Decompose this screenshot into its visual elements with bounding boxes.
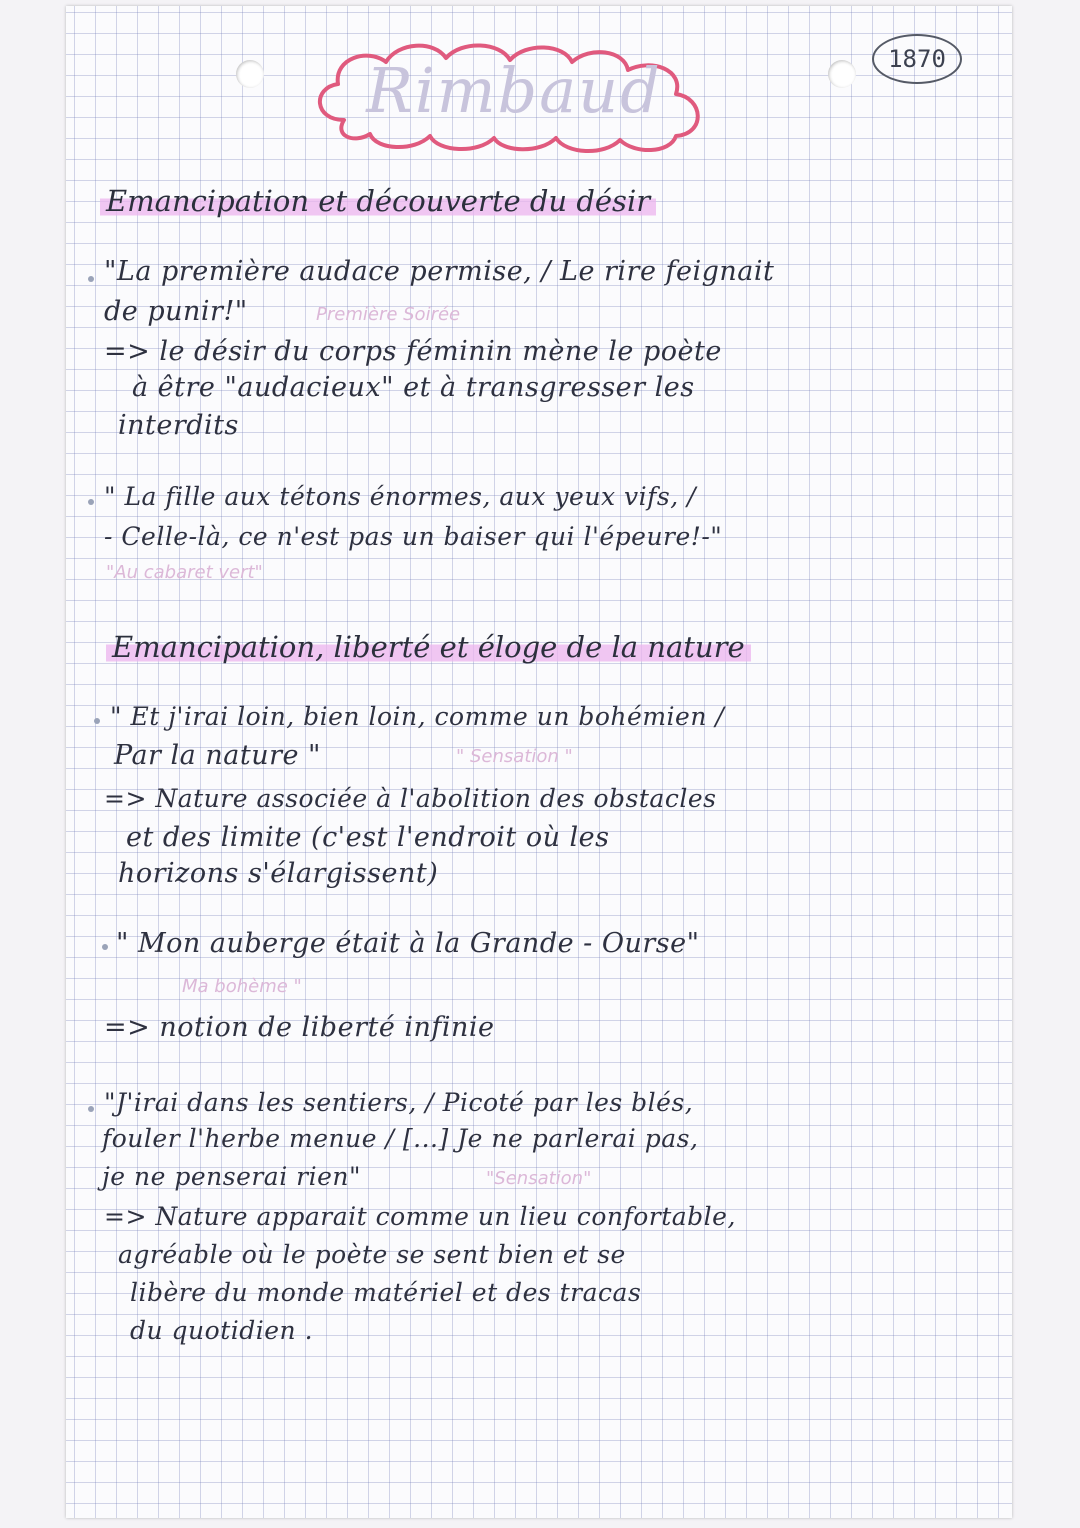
binder-hole-right <box>828 60 856 88</box>
quote-line: " Mon auberge était à la Grande - Ourse" <box>116 928 700 959</box>
year-badge: 1870 <box>872 34 962 84</box>
analysis-line: à être "audacieux" et à transgresser les <box>132 372 695 403</box>
analysis-line: libère du monde matériel et des tracas <box>130 1278 642 1307</box>
analysis-line: agréable où le poète se sent bien et se <box>118 1240 626 1269</box>
poem-reference: "Au cabaret vert" <box>106 562 263 583</box>
analysis-line: => le désir du corps féminin mène le poète <box>104 336 722 367</box>
quote-line: - Celle-là, ce n'est pas un baiser qui l'épeure!-" <box>104 522 723 551</box>
title-cloud <box>304 36 724 154</box>
quote-line: "La première audace permise, / Le rire feignait <box>104 256 775 287</box>
section-heading: Emancipation, liberté et éloge de la nature <box>106 630 751 664</box>
analysis-line: => notion de liberté infinie <box>104 1012 495 1043</box>
quote-line: " La fille aux tétons énormes, aux yeux vifs, / <box>104 482 697 511</box>
bullet-dot <box>88 1106 94 1112</box>
notebook-page <box>66 6 1012 1518</box>
poem-reference: Ma bohème " <box>182 976 302 997</box>
page-title: Rimbaud <box>366 54 662 127</box>
bullet-dot <box>102 944 108 950</box>
poem-reference: "Sensation" <box>486 1168 592 1189</box>
analysis-line: horizons s'élargissent) <box>118 858 439 889</box>
poem-reference: " Sensation " <box>456 746 573 767</box>
bullet-dot <box>94 718 100 724</box>
quote-line: " Et j'irai loin, bien loin, comme un bohémien / <box>110 702 725 731</box>
section-heading: Emancipation et découverte du désir <box>100 184 656 218</box>
binder-hole-left <box>236 60 264 88</box>
analysis-line: => Nature associée à l'abolition des obstacles <box>104 784 717 813</box>
quote-line: "J'irai dans les sentiers, / Picoté par les blés, <box>104 1088 694 1117</box>
quote-line: de punir!" <box>104 296 248 327</box>
analysis-line: => Nature apparait comme un lieu confortable, <box>104 1202 736 1231</box>
quote-line: fouler l'herbe menue / [...] Je ne parlerai pas, <box>102 1124 699 1153</box>
analysis-line: et des limite (c'est l'endroit où les <box>126 822 610 853</box>
quote-line: je ne penserai rien" <box>102 1162 361 1191</box>
analysis-line: du quotidien . <box>130 1316 314 1345</box>
poem-reference: Première Soirée <box>316 304 461 325</box>
bullet-dot <box>88 276 94 282</box>
bullet-dot <box>88 499 94 505</box>
analysis-line: interdits <box>118 410 239 441</box>
quote-line: Par la nature " <box>114 740 321 771</box>
